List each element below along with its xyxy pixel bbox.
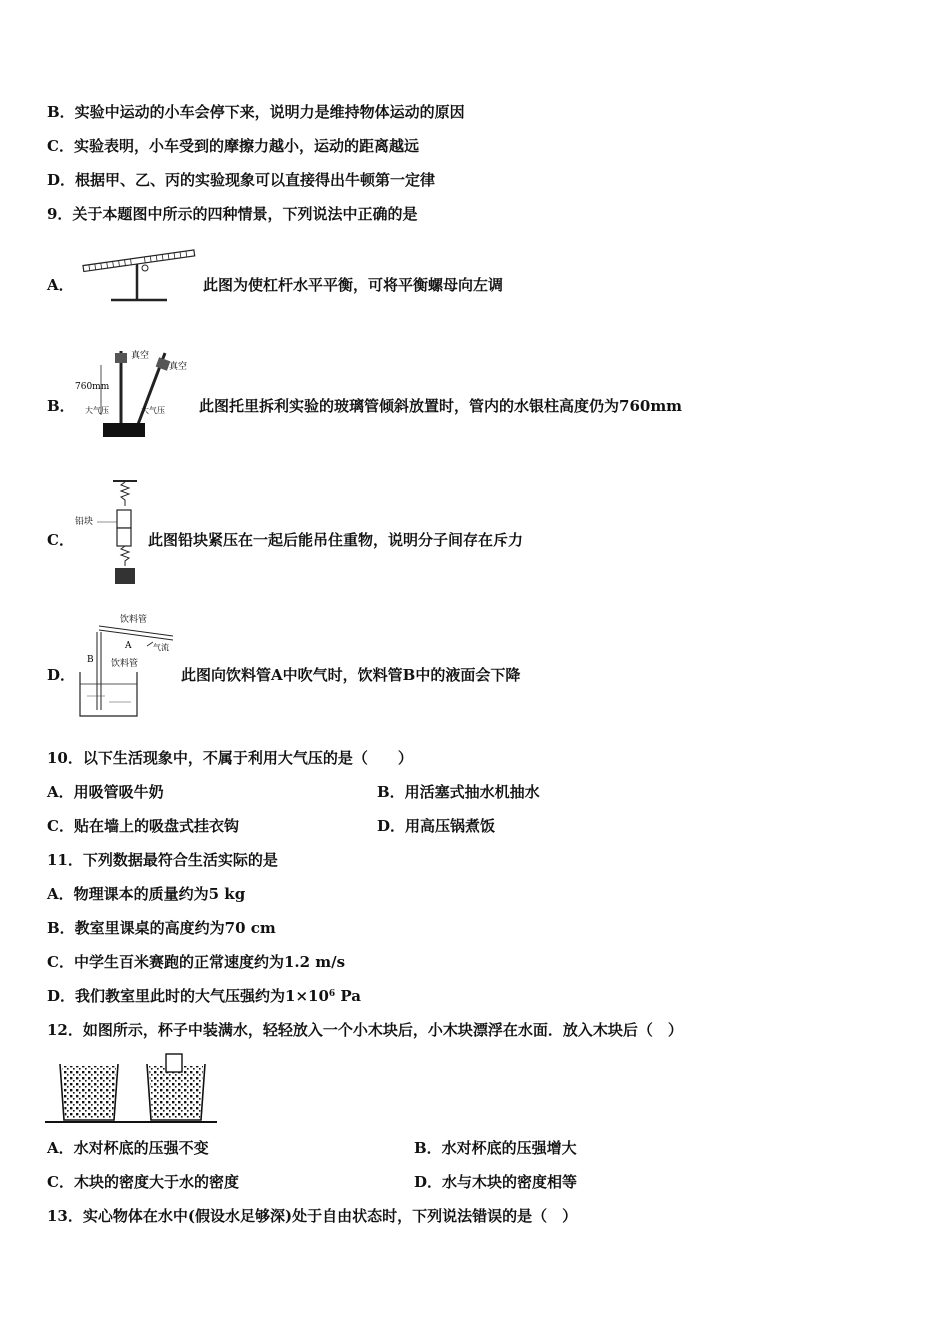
height-label: 760mm <box>75 382 110 392</box>
upper-lead-block <box>117 510 131 528</box>
q9-d-text: 此图向饮料管A中吹气时，饮料管B中的液面会下降 <box>181 666 521 684</box>
q9-a-label: A． <box>47 276 74 294</box>
lower-spring <box>121 546 129 566</box>
atm-label-right: 大气压 <box>141 406 165 415</box>
q8-option-d: D．根据甲、乙、丙的实验现象可以直接得出牛顿第一定律 <box>47 171 436 189</box>
vacuum-label-left: 真空 <box>131 351 150 361</box>
atm-label-left: 大气压 <box>85 406 109 415</box>
lever-figure <box>75 240 200 305</box>
q10-option-d: D．用高压锅煮饭 <box>377 817 496 835</box>
q9-stem: 9．关于本题图中所示的四种情景，下列说法中正确的是 <box>47 205 418 223</box>
beaker <box>80 672 137 716</box>
lead-block-figure <box>75 478 150 588</box>
q11-stem: 11．下列数据最符合生活实际的是 <box>47 851 278 869</box>
q9-b-text: 此图托里拆利实验的玻璃管倾斜放置时，管内的水银柱高度仍为760mm <box>199 397 683 415</box>
straw-figure <box>75 612 185 720</box>
straw-a-label: A <box>125 641 132 651</box>
q9-c-label: C． <box>47 531 74 549</box>
lower-lead-block <box>117 528 131 546</box>
q8-option-b: B．实验中运动的小车会停下来，说明力是维持物体运动的原因 <box>47 103 465 121</box>
q8-option-c: C．实验表明，小车受到的摩擦力越小，运动的距离越远 <box>47 137 419 155</box>
q12-option-b: B．水对杯底的压强增大 <box>414 1139 577 1157</box>
lever-beam <box>83 250 195 272</box>
mercury-dish <box>103 423 145 437</box>
q10-option-b: B．用活塞式抽水机抽水 <box>377 783 540 801</box>
torricelli-figure <box>75 345 195 440</box>
q11-option-c: C．中学生百米赛跑的正常速度约为1.2 m/s <box>47 953 346 971</box>
weight <box>115 568 135 584</box>
q9-d-label: D． <box>47 666 76 684</box>
q10-option-c: C．贴在墙上的吸盘式挂衣钩 <box>47 817 239 835</box>
straw-label-top: 饮料管 <box>120 615 148 625</box>
wood-block <box>166 1054 182 1072</box>
airflow-label: 气流 <box>153 643 169 652</box>
straw-b-label: B <box>87 655 94 665</box>
hook-spring <box>121 482 129 506</box>
q11-option-a: A．物理课本的质量约为5 kg <box>47 885 246 903</box>
q10-stem: 10．以下生活现象中，不属于利用大气压的是（ ） <box>47 749 413 767</box>
lead-label: 铅块 <box>75 517 94 527</box>
q12-option-a: A．水对杯底的压强不变 <box>47 1139 209 1157</box>
q11-option-d-text: D．我们教室里此时的大气压强约为1×10 <box>47 987 329 1005</box>
cup-right <box>147 1054 205 1120</box>
straw-label-bottom: 饮料管 <box>111 659 139 669</box>
cups-figure <box>45 1052 217 1126</box>
water-right <box>149 1066 203 1118</box>
q11-option-b: B．教室里课桌的高度约为70 cm <box>47 919 276 937</box>
q9-a-text: 此图为使杠杆水平平衡，可将平衡螺母向左调 <box>203 276 504 294</box>
vacuum-label-right: 真空 <box>169 362 188 372</box>
q11-option-d-exponent: 6 <box>328 989 336 999</box>
q12-option-c: C．木块的密度大于水的密度 <box>47 1173 239 1191</box>
q12-option-d: D．水与木块的密度相等 <box>414 1173 578 1191</box>
q12-stem: 12．如图所示，杯子中装满水，轻轻放入一个小木块后，小木块漂浮在水面．放入木块后（ ） <box>47 1021 683 1039</box>
mercury-top-vertical <box>115 353 127 363</box>
q11-option-d-unit: Pa <box>335 987 361 1005</box>
q9-c-text: 此图铅块紧压在一起后能吊住重物，说明分子间存在斥力 <box>148 531 524 549</box>
water-left <box>62 1066 116 1118</box>
q10-option-a: A．用吸管吸牛奶 <box>47 783 164 801</box>
cup-left <box>60 1064 118 1120</box>
q13-stem: 13．实心物体在水中(假设水足够深)处于自由状态时，下列说法错误的是（ ） <box>47 1207 578 1225</box>
q11-option-d <box>47 986 361 1006</box>
balance-nut <box>142 265 148 271</box>
q9-b-label: B． <box>47 397 75 415</box>
